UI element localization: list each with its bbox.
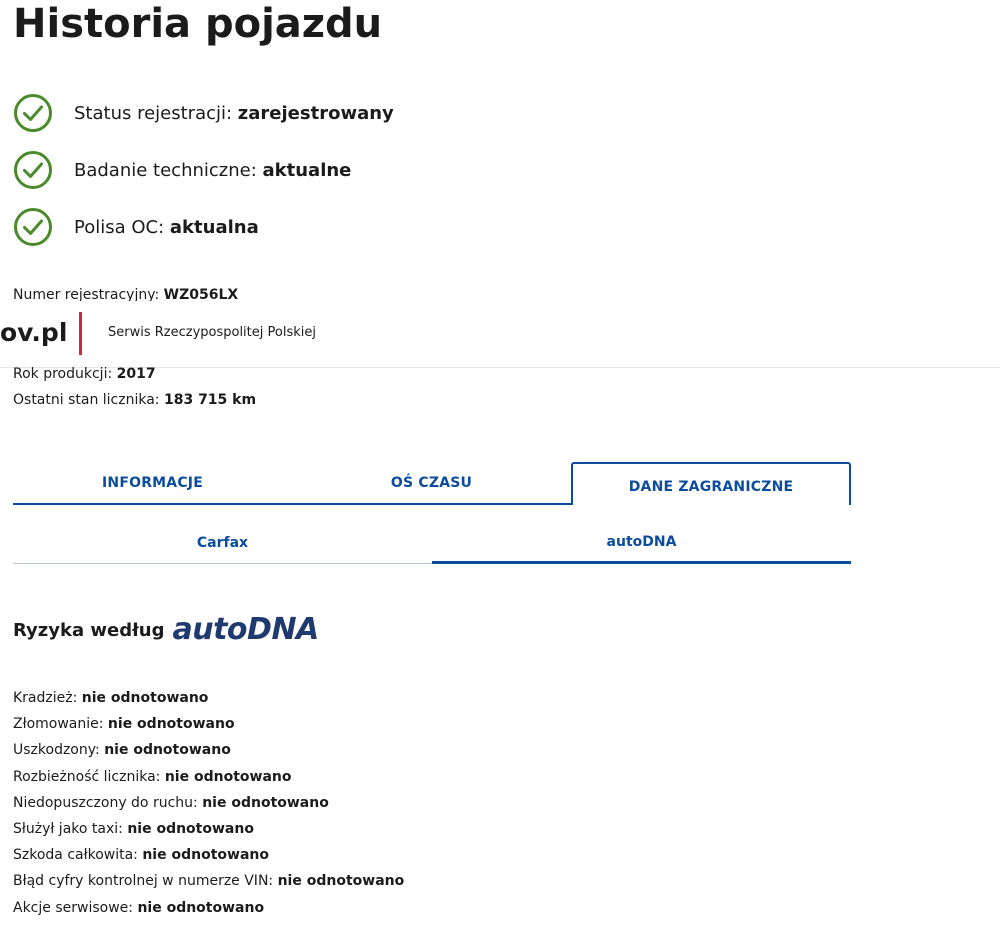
risk-label: Służył jako taxi: — [13, 820, 123, 837]
status-insurance — [13, 207, 259, 247]
risk-value: nie odnotowano — [277, 873, 405, 890]
risk-label: Szkoda całkowita: — [13, 847, 138, 864]
risk-label: Akcje serwisowe: — [13, 899, 133, 916]
risk-item-total-loss — [13, 845, 404, 871]
tab-dane-zagraniczne[interactable]: DANE ZAGRANICZNE — [571, 462, 851, 505]
status-label: Badanie techniczne: — [74, 159, 257, 181]
year-value: 2017 — [116, 366, 156, 382]
registration-label: Numer rejestracyjny: — [13, 287, 160, 301]
risk-label: Uszkodzony: — [13, 742, 100, 759]
risk-value: nie odnotowano — [202, 794, 329, 811]
tab-informacje[interactable]: INFORMACJE — [13, 462, 292, 505]
check-circle-icon — [13, 207, 53, 247]
autodna-logo: autoDNA — [172, 612, 319, 647]
risk-label: Złomowanie: — [13, 716, 104, 733]
status-text — [74, 160, 351, 181]
status-value: aktualna — [169, 216, 259, 238]
risk-item-scrapped — [13, 714, 404, 740]
page-title: Historia pojazdu — [13, 1, 383, 47]
risk-label: Błąd cyfry kontrolnej w numerze VIN: — [13, 873, 274, 890]
status-registration — [13, 93, 394, 133]
sub-tabs — [13, 522, 851, 565]
risk-heading-text: Ryzyka według — [13, 619, 165, 641]
gov-divider — [79, 312, 82, 355]
risk-item-not-roadworthy — [13, 793, 404, 819]
check-circle-icon — [13, 93, 53, 133]
status-value: aktualne — [262, 159, 352, 181]
risk-item-damaged — [13, 740, 404, 766]
risk-label: Niedopuszczony do ruchu: — [13, 794, 198, 811]
risk-item-theft — [13, 688, 404, 714]
risk-value: nie odnotowano — [107, 716, 235, 733]
risk-value: nie odnotowano — [164, 768, 292, 785]
registration-row-clipped — [0, 284, 1000, 301]
risk-value: nie odnotowano — [81, 690, 209, 706]
risk-list — [13, 688, 404, 924]
risk-item-service-actions — [13, 898, 404, 924]
odometer-label: Ostatni stan licznika: — [13, 392, 160, 408]
main-tabs — [13, 462, 851, 505]
registration-number — [13, 287, 238, 301]
production-year — [13, 366, 156, 382]
status-text — [74, 217, 259, 238]
risk-item-odometer — [13, 767, 404, 793]
subtab-carfax[interactable]: Carfax — [13, 522, 432, 564]
registration-value: WZ056LX — [163, 287, 239, 301]
status-label: Polisa OC: — [74, 216, 165, 238]
tab-os-czasu[interactable]: OŚ CZASU — [292, 462, 571, 505]
gov-subtitle: Serwis Rzeczypospolitej Polskiej — [108, 325, 316, 340]
status-value: zarejestrowany — [237, 102, 394, 124]
risk-item-vin-check — [13, 871, 404, 897]
risk-label: Rozbieżność licznika: — [13, 768, 161, 785]
status-label: Status rejestracji: — [74, 102, 233, 124]
risk-label: Kradzież: — [13, 690, 78, 706]
risk-value: nie odnotowano — [104, 742, 231, 759]
odometer-value: 183 715 km — [163, 392, 257, 408]
gov-header-bar — [0, 301, 1000, 368]
gov-logo[interactable]: ov.pl — [0, 318, 68, 347]
check-circle-icon — [13, 150, 53, 190]
risk-item-taxi — [13, 819, 404, 845]
year-label: Rok produkcji: — [13, 366, 113, 382]
status-inspection — [13, 150, 351, 190]
odometer — [13, 392, 256, 408]
risk-value: nie odnotowano — [137, 899, 265, 916]
subtab-autodna[interactable]: autoDNA — [432, 522, 851, 564]
status-text — [74, 103, 394, 124]
risk-value: nie odnotowano — [142, 847, 269, 864]
risk-heading — [13, 610, 319, 650]
risk-value: nie odnotowano — [127, 820, 254, 837]
